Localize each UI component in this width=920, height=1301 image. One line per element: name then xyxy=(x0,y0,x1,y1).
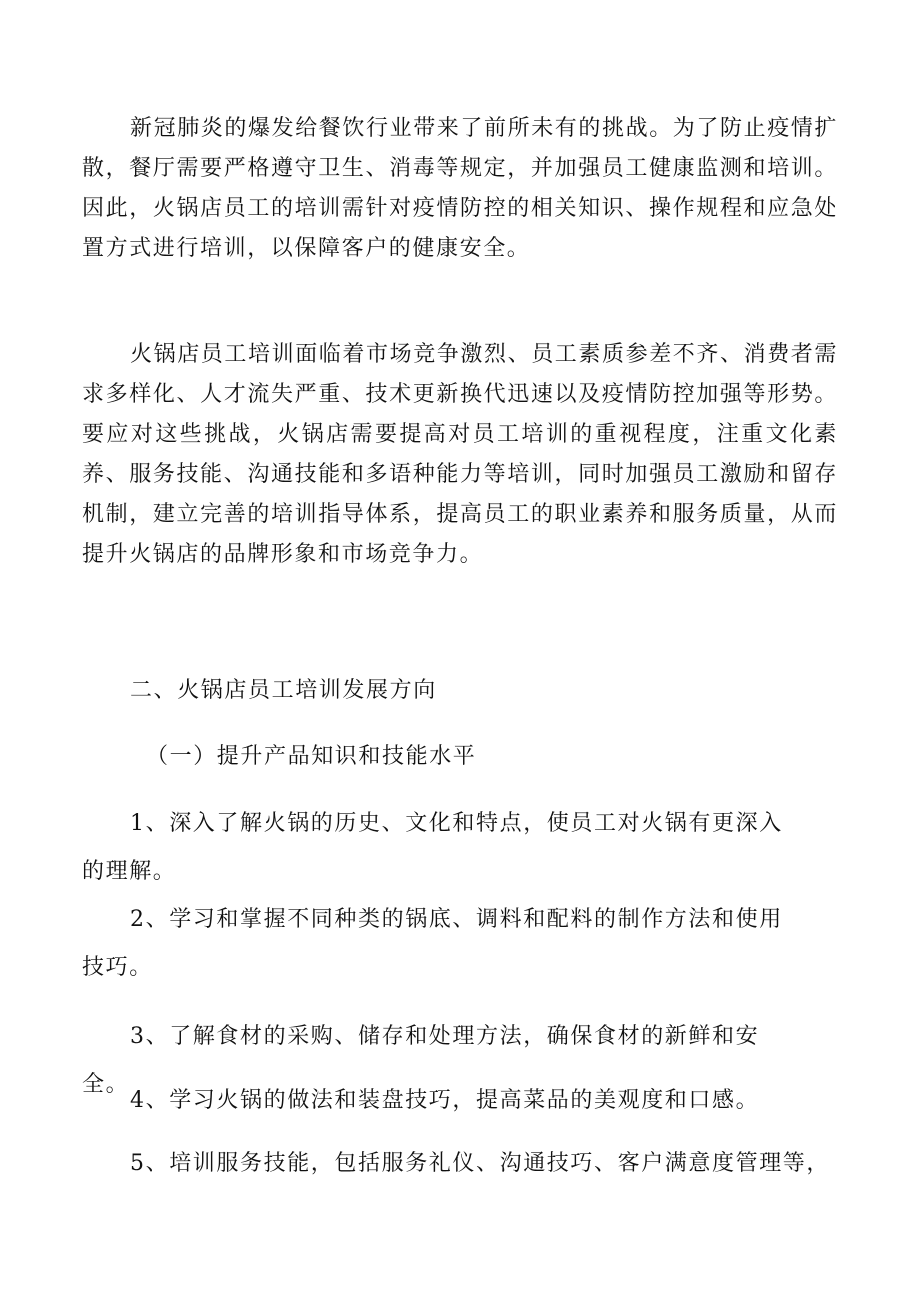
section-heading: 二、火锅店员工培训发展方向 xyxy=(130,678,437,703)
list-item: 3、了解食材的采购、储存和处理方法，确保食材的新鲜和安全。 xyxy=(82,1024,760,1097)
subsection-heading: （一）提升产品知识和技能水平 xyxy=(146,744,477,769)
list-item: 2、学习和掌握不同种类的锅底、调料和配料的制作方法和使用技巧。 xyxy=(82,907,783,980)
paragraph-pandemic-challenge: 新冠肺炎的爆发给餐饮行业带来了前所未有的挑战。为了防止疫情扩散，餐厅需要严格遵守卫生、消毒等规定，并加强员工健康监测和培训。因此，火锅店员工的培训需针对疫情防控的相关知识、操作规程和应急处置方式进行培训，以保障客户的健康安全。 xyxy=(82,116,839,261)
list-item: 4、学习火锅的做法和装盘技巧，提高菜品的美观度和口感。 xyxy=(130,1088,760,1113)
list-item: 5、培训服务技能，包括服务礼仪、沟通技巧、客户满意度管理等， xyxy=(130,1151,830,1176)
list-item: 1、深入了解火锅的历史、文化和特点，使员工对火锅有更深入的理解。 xyxy=(82,811,783,884)
paragraph-training-situation: 火锅店员工培训面临着市场竞争激烈、员工素质参差不齐、消费者需求多样化、人才流失严重、技术更新换代迅速以及疫情防控加强等形势。要应对这些挑战，火锅店需要提高对员工培训的重视程度，注重文化素养、服务技能、沟通技能和多语种能力等培训，同时加强员工激励和留存机制，建立完善的培训指导体系，提高员工的职业素养和服务质量，从而提升火锅店的品牌形象和市场竞争力。 xyxy=(82,342,839,567)
